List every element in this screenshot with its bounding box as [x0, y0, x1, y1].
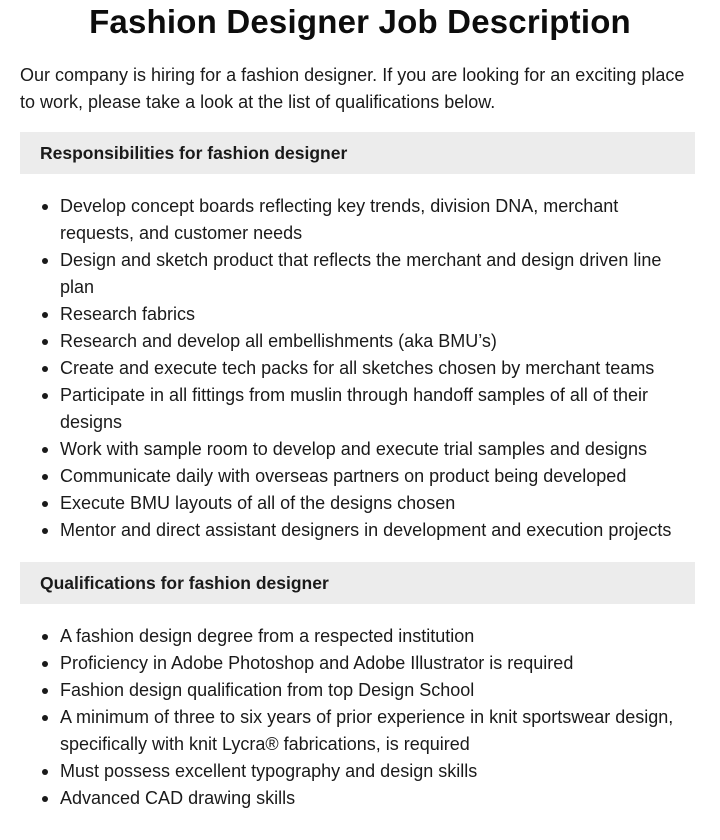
- list-item: Research and develop all embellishments (aka BMU’s): [60, 328, 695, 355]
- page-title: Fashion Designer Job Description: [89, 3, 631, 40]
- list-item: Mentor and direct assistant designers in development and execution projects: [60, 517, 695, 544]
- list-item: Advanced CAD drawing skills: [60, 785, 695, 812]
- responsibilities-list: [20, 193, 695, 544]
- qualifications-heading: Qualifications for fashion designer: [20, 562, 695, 604]
- qualifications-list: [20, 623, 695, 812]
- list-item: A fashion design degree from a respected institution: [60, 623, 695, 650]
- list-item: Create and execute tech packs for all sketches chosen by merchant teams: [60, 355, 695, 382]
- list-item: Proficiency in Adobe Photoshop and Adobe Illustrator is required: [60, 650, 695, 677]
- list-item: Research fabrics: [60, 301, 695, 328]
- list-item: Must possess excellent typography and design skills: [60, 758, 695, 785]
- intro-paragraph: Our company is hiring for a fashion designer. If you are looking for an exciting place to work, please take a look at the list of qualifications below.: [20, 65, 685, 112]
- list-item: Participate in all fittings from muslin through handoff samples of all of their designs: [60, 382, 695, 436]
- list-item: Work with sample room to develop and execute trial samples and designs: [60, 436, 695, 463]
- list-item: Develop concept boards reflecting key trends, division DNA, merchant requests, and customer needs: [60, 193, 695, 247]
- list-item: A minimum of three to six years of prior experience in knit sportswear design, specifically with knit Lycra® fabrications, is required: [60, 704, 695, 758]
- list-item: Design and sketch product that reflects the merchant and design driven line plan: [60, 247, 695, 301]
- responsibilities-heading: Responsibilities for fashion designer: [20, 132, 695, 174]
- list-item: Execute BMU layouts of all of the designs chosen: [60, 490, 695, 517]
- list-item: Communicate daily with overseas partners on product being developed: [60, 463, 695, 490]
- list-item: Fashion design qualification from top Design School: [60, 677, 695, 704]
